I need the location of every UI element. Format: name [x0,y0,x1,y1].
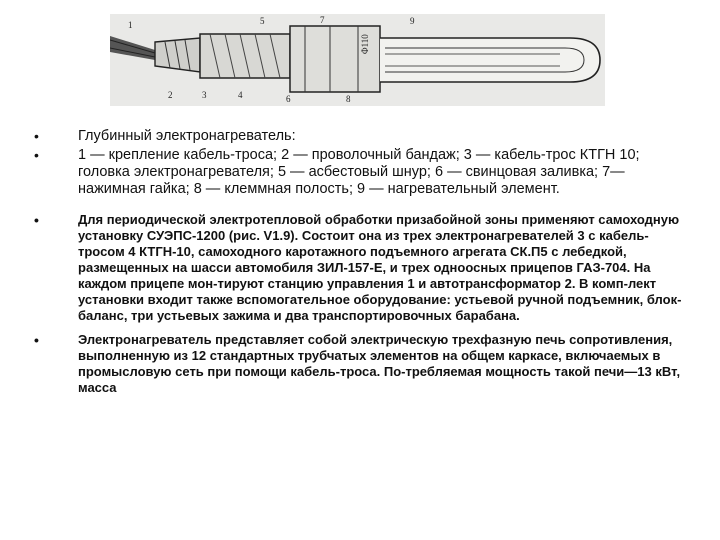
callout-5: 5 [260,16,265,26]
bullet-text: Электронагреватель представляет собой электрическую трехфазную печь сопротивления, выполненную из 12 стандартных трубчатых элементов на общем каркасе, включаемых в промысловую сеть при помощи кабель-троса. По-требляемая мощность такой печи—13 кВт, масса [78,332,681,395]
callout-1: 1 [128,20,133,30]
bullet-dot: • [34,128,39,144]
bullet-item-legend [34,147,694,198]
bullet-item-installation [34,212,694,324]
callout-3: 3 [202,90,207,100]
bullet-text: Глубинный электронагреватель: [78,128,296,144]
callout-2: 2 [168,90,173,100]
bullet-text: 1 — крепление кабель-троса; 2 — проволочный бандаж; 3 — кабель-трос КТГН 10; головка электронагревателя; 5 — асбестовый шнур; 6 — свинцовая заливка; 7— нажимная гайка; 8 — клеммная полость; 9 — нагревательный элемент. [78,147,640,197]
bullet-dot: • [34,332,39,348]
callout-9: 9 [410,16,415,26]
bullet-item-title [34,128,694,145]
callout-6: 6 [286,94,291,104]
callout-7: 7 [320,15,325,25]
callout-4: 4 [238,90,243,100]
heater-diagram-svg [110,14,605,106]
heater-drawing [110,14,605,106]
bullet-list [34,128,694,396]
bullet-text: Для периодической электротепловой обработки призабойной зоны применяют самоходную установку СУЭПС-1200 (рис. V1.9). Состоит она из трех электронагревателей 3 с кабель-тросом 4 КТГН-10, самоходного каротажного подъемного агрегата СК.П5 с лебедкой, размещенных на шасси автомобиля ЗИЛ-157-Е, и трех одноосных прицепов ГАЗ-704. На каждом прицепе мон-тируют станцию управления 1 и автотрансформатор 2. В комп-лект установки входит также вспомогательное оборудование: устьевой ручной подъемник, блок-баланс, три устьевых зажима и два транспортировочных барабана. [78,212,682,323]
bullet-item-heater [34,332,694,396]
dimension-label: Φ110 [360,34,370,54]
callout-8: 8 [346,94,351,104]
heating-element [380,38,600,82]
bullet-dot: • [34,212,39,228]
bullet-dot: • [34,147,39,163]
